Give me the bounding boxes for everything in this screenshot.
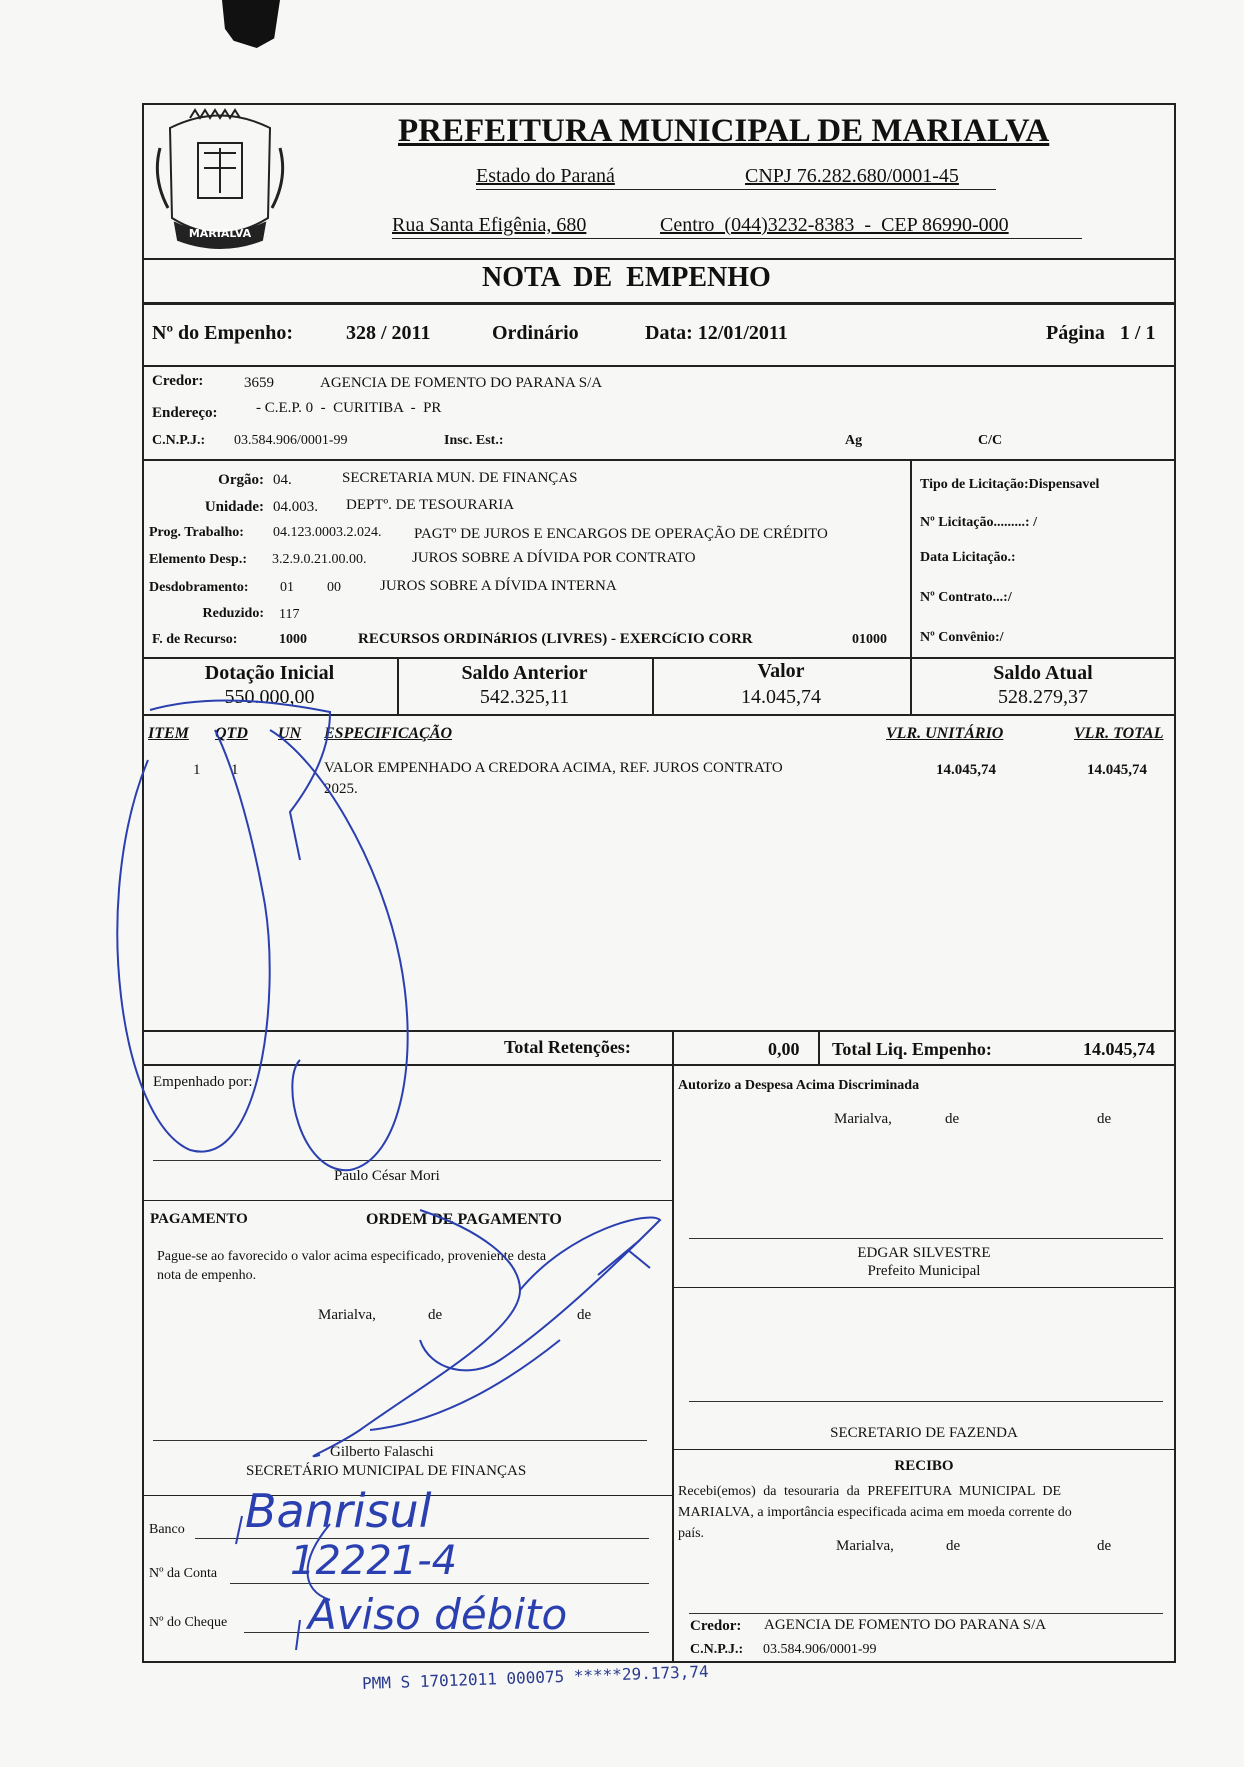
elem-label: Elemento Desp.: bbox=[149, 552, 247, 567]
orgao-code: 04. bbox=[273, 472, 292, 488]
fonte-label: F. de Recurso: bbox=[152, 632, 238, 647]
col-total-value: VLR. TOTAL bbox=[1074, 725, 1164, 742]
dotacao-label: Dotação Inicial bbox=[204, 662, 335, 684]
autorizo-label: Autorizo a Despesa Acima Discriminada bbox=[678, 1078, 920, 1093]
recibo-cnpj-label: C.N.P.J.: bbox=[690, 1642, 744, 1657]
conta-handwritten: 12221-4 bbox=[290, 1538, 458, 1584]
total-retencoes-label: Total Retenções: bbox=[504, 1037, 631, 1057]
item-spec-continued: 2025. bbox=[324, 781, 358, 797]
recibo-de-2: de bbox=[1097, 1538, 1112, 1554]
pagamento-role: SECRETÁRIO MUNICIPAL DE FINANÇAS bbox=[246, 1463, 527, 1479]
numero-licitacao: Nº Licitação.........: / bbox=[920, 515, 1037, 530]
item-qtd: 1 bbox=[231, 762, 239, 778]
recibo-text-3: país. bbox=[678, 1526, 705, 1541]
page-number: Página 1 / 1 bbox=[1046, 322, 1156, 344]
item-total-value: 14.045,74 bbox=[1087, 762, 1147, 778]
tipo-licitacao: Tipo de Licitação:Dispensavel bbox=[920, 477, 1100, 492]
reduzido-label: Reduzido: bbox=[202, 606, 264, 621]
desd-label: Desdobramento: bbox=[149, 580, 249, 595]
elem-name: JUROS SOBRE A DÍVIDA POR CONTRATO bbox=[412, 550, 696, 566]
recibo-credor-label: Credor: bbox=[690, 1618, 742, 1634]
conta-label: Nº da Conta bbox=[149, 1566, 218, 1581]
recibo-text-1: Recebi(emos) da tesouraria da PREFEITURA MUNICIPAL DE bbox=[678, 1484, 1062, 1499]
reduzido-value: 117 bbox=[279, 607, 300, 622]
credor-address: - C.E.P. 0 - CURITIBA - PR bbox=[256, 400, 442, 416]
ordem-pagamento-title: ORDEM DE PAGAMENTO bbox=[366, 1211, 562, 1228]
pagamento-de-2: de bbox=[577, 1307, 592, 1323]
valor-value: 14.045,74 bbox=[741, 686, 821, 708]
autorizo-de-1: de bbox=[945, 1111, 960, 1127]
elem-code: 3.2.9.0.21.00.00. bbox=[272, 552, 367, 567]
numero-contrato: Nº Contrato...:/ bbox=[920, 590, 1012, 605]
prog-name: PAGTº DE JUROS E ENCARGOS DE OPERAÇÃO DE CRÉDITO bbox=[414, 526, 828, 542]
state-name: Estado do Paraná bbox=[476, 165, 615, 187]
saldo-atual-value: 528.279,37 bbox=[998, 686, 1088, 708]
credor-code: 3659 bbox=[244, 375, 274, 391]
empenho-number: 328 / 2011 bbox=[346, 322, 431, 344]
autorizo-de-2: de bbox=[1097, 1111, 1112, 1127]
pagamento-place: Marialva, bbox=[318, 1307, 376, 1323]
fonte-code2: 01000 bbox=[852, 632, 887, 647]
empenho-label: Nº do Empenho: bbox=[152, 322, 294, 344]
item-number: 1 bbox=[193, 762, 201, 778]
insc-est-label: Insc. Est.: bbox=[444, 433, 504, 448]
credor-name: AGENCIA DE FOMENTO DO PARANA S/A bbox=[320, 375, 603, 391]
prog-code: 04.123.0003.2.024. bbox=[273, 525, 382, 540]
pagamento-de-1: de bbox=[428, 1307, 443, 1323]
cheque-label: Nº do Cheque bbox=[149, 1615, 228, 1630]
secretario-fazenda: SECRETARIO DE FAZENDA bbox=[830, 1425, 1018, 1441]
pagamento-text-1: Pague-se ao favorecido o valor acima especificado, proveniente desta bbox=[157, 1249, 547, 1264]
prefeitura-title: PREFEITURA MUNICIPAL DE MARIALVA bbox=[398, 113, 1050, 149]
banco-handwritten: Banrisul bbox=[245, 1484, 432, 1538]
item-unit-value: 14.045,74 bbox=[936, 762, 996, 778]
total-retencoes-value: 0,00 bbox=[768, 1039, 800, 1059]
recibo-text-2: MARIALVA, a importância especificada acima em moeda corrente do bbox=[678, 1505, 1072, 1520]
col-un: UN bbox=[278, 725, 302, 742]
valor-label: Valor bbox=[757, 660, 805, 682]
cnpj-header: CNPJ 76.282.680/0001-45 bbox=[745, 165, 959, 187]
col-item: ITEM bbox=[148, 725, 189, 742]
recibo-credor: AGENCIA DE FOMENTO DO PARANA S/A bbox=[764, 1617, 1047, 1633]
prog-label: Prog. Trabalho: bbox=[149, 525, 244, 540]
total-liquido-value: 14.045,74 bbox=[1083, 1039, 1155, 1059]
col-unit-value: VLR. UNITÁRIO bbox=[886, 725, 1004, 742]
data-licitacao: Data Licitação.: bbox=[920, 550, 1016, 565]
doc-title: NOTA DE EMPENHO bbox=[482, 262, 771, 293]
credor-cnpj: 03.584.906/0001-99 bbox=[234, 433, 348, 448]
fonte-code: 1000 bbox=[279, 632, 307, 647]
banco-label: Banco bbox=[149, 1522, 185, 1537]
recibo-de-1: de bbox=[946, 1538, 961, 1554]
col-qtd: QTD bbox=[215, 725, 248, 742]
ag-label: Ag bbox=[845, 433, 863, 448]
processing-stamp: PMM S 17012011 000075 *****29.173,74 bbox=[361, 1661, 709, 1693]
saldo-atual-label: Saldo Atual bbox=[993, 662, 1093, 684]
item-spec: VALOR EMPENHADO A CREDORA ACIMA, REF. JUROS CONTRATO bbox=[324, 760, 783, 776]
empenhado-signer: Paulo César Mori bbox=[334, 1168, 440, 1184]
seal-text: MARIALVA bbox=[188, 227, 252, 240]
desd-code2: 00 bbox=[327, 580, 341, 595]
orgao-label: Orgão: bbox=[218, 472, 264, 488]
pagamento-text-2: nota de empenho. bbox=[157, 1268, 257, 1283]
orgao-name: SECRETARIA MUN. DE FINANÇAS bbox=[342, 470, 578, 486]
recibo-title: RECIBO bbox=[894, 1458, 954, 1474]
desd-name: JUROS SOBRE A DÍVIDA INTERNA bbox=[380, 578, 617, 594]
empenhado-label: Empenhado por: bbox=[153, 1074, 253, 1090]
col-spec: ESPECIFICAÇÃO bbox=[324, 725, 453, 742]
credor-address-label: Endereço: bbox=[152, 405, 218, 421]
saldo-anterior-value: 542.325,11 bbox=[479, 686, 570, 708]
unidade-code: 04.003. bbox=[273, 499, 318, 515]
numero-convenio: Nº Convênio:/ bbox=[920, 630, 1004, 645]
recibo-cnpj: 03.584.906/0001-99 bbox=[763, 1642, 877, 1657]
unidade-label: Unidade: bbox=[204, 499, 264, 515]
recibo-place: Marialva, bbox=[836, 1538, 894, 1554]
address-contact: Centro (044)3232-8383 - CEP 86990-000 bbox=[660, 214, 1009, 236]
fonte-name: RECURSOS ORDINáRIOS (LIVRES) - EXERCíCIO CORR bbox=[358, 631, 753, 647]
address: Rua Santa Efigênia, 680 bbox=[392, 214, 587, 236]
total-liquido-label: Total Liq. Empenho: bbox=[832, 1039, 992, 1059]
empenho-date: Data: 12/01/2011 bbox=[645, 322, 788, 344]
credor-cnpj-label: C.N.P.J.: bbox=[152, 433, 206, 448]
desd-code1: 01 bbox=[280, 580, 294, 595]
cheque-handwritten: Aviso débito bbox=[308, 1590, 568, 1639]
pagamento-signer: Gilberto Falaschi bbox=[330, 1444, 434, 1460]
cc-label: C/C bbox=[978, 433, 1003, 448]
saldo-anterior-label: Saldo Anterior bbox=[461, 662, 588, 684]
credor-label: Credor: bbox=[152, 373, 204, 389]
pagamento-label: PAGAMENTO bbox=[150, 1211, 248, 1227]
empenho-type: Ordinário bbox=[492, 322, 579, 344]
autorizo-place: Marialva, bbox=[834, 1111, 892, 1127]
autorizo-signer: EDGAR SILVESTRE bbox=[857, 1245, 991, 1261]
unidade-name: DEPTº. DE TESOURARIA bbox=[346, 497, 515, 513]
dotacao-value: 550.000,00 bbox=[224, 686, 315, 708]
autorizo-role: Prefeito Municipal bbox=[867, 1263, 981, 1279]
